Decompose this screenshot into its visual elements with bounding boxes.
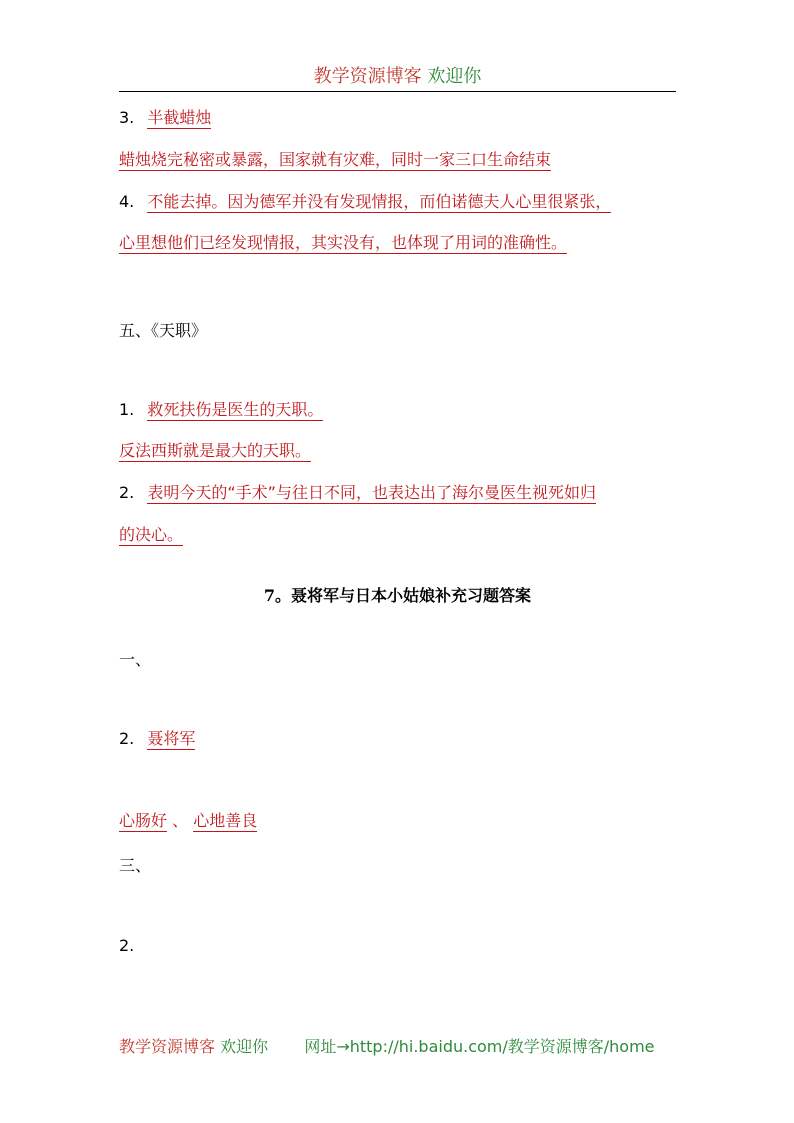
general-answer-2 — [119, 729, 195, 749]
answer-4-number: 4. — [119, 192, 135, 211]
answer-3-text: 半截蜡烛 — [147, 108, 212, 127]
tianzhi-answer-1-number: 1. — [119, 400, 135, 419]
footer-welcome: 欢迎你 — [220, 1037, 269, 1056]
answer-3-explanation-text: 蜡烛烧完秘密或暴露，国家就有灾难，同时一家三口生命结束 — [119, 150, 552, 169]
tianzhi-answer-2-text-line1: 表明今天的“手术”与往日不同，也表达出了海尔曼医生视死如归 — [147, 483, 596, 502]
trait-b: 心地善良 — [193, 811, 258, 830]
answer-4-continued — [119, 233, 567, 253]
tianzhi-answer-2-number: 2. — [119, 483, 135, 502]
header-blog-name: 教学资源博客 — [313, 66, 422, 87]
tianzhi-answer-2 — [119, 483, 596, 503]
part-3-answer-2 — [119, 936, 134, 956]
trait-separator: 、 — [172, 811, 189, 830]
answer-4-text-line1: 不能去掉。因为德军并没有发现情报，而伯诺德夫人心里很紧张， — [147, 192, 612, 211]
tianzhi-answer-2-text-line2: 的决心。 — [119, 525, 184, 544]
answer-3-explanation — [119, 150, 551, 170]
answer-4-text-line2: 心里想他们已经发现情报，其实没有，也体现了用词的准确性。 — [119, 233, 568, 252]
tianzhi-answer-1 — [119, 400, 323, 420]
general-answer-2-number: 2. — [119, 729, 135, 748]
footer-blog-name: 教学资源博客 — [119, 1037, 216, 1056]
answer-3 — [119, 108, 211, 128]
answer-3-number: 3. — [119, 108, 135, 127]
tianzhi-answer-1b-text: 反法西斯就是最大的天职。 — [119, 441, 312, 460]
section-7-title: 7。聂将军与日本小姑娘补充习题答案 — [263, 586, 532, 605]
part-3-answer-2-number: 2. — [119, 936, 135, 955]
section-7-part-1: 一、 — [119, 650, 152, 669]
general-answer-traits — [119, 811, 257, 831]
tianzhi-answer-1-text: 救死扶伤是医生的天职。 — [147, 400, 324, 419]
trait-a: 心肠好 — [119, 811, 168, 830]
header-welcome: 欢迎你 — [427, 66, 482, 87]
page-header — [119, 62, 676, 88]
tianzhi-answer-1b — [119, 441, 311, 461]
header-rule — [119, 91, 676, 92]
section-5-heading: 五、《天职》 — [119, 321, 208, 340]
general-answer-2-text: 聂将军 — [147, 729, 196, 748]
tianzhi-answer-2-continued — [119, 525, 183, 545]
page-footer — [119, 1034, 655, 1057]
section-7-part-3: 三、 — [119, 856, 152, 875]
footer-url[interactable]: 网址→http://hi.baidu.com/教学资源博客/home — [304, 1037, 655, 1056]
answer-4 — [119, 192, 611, 212]
